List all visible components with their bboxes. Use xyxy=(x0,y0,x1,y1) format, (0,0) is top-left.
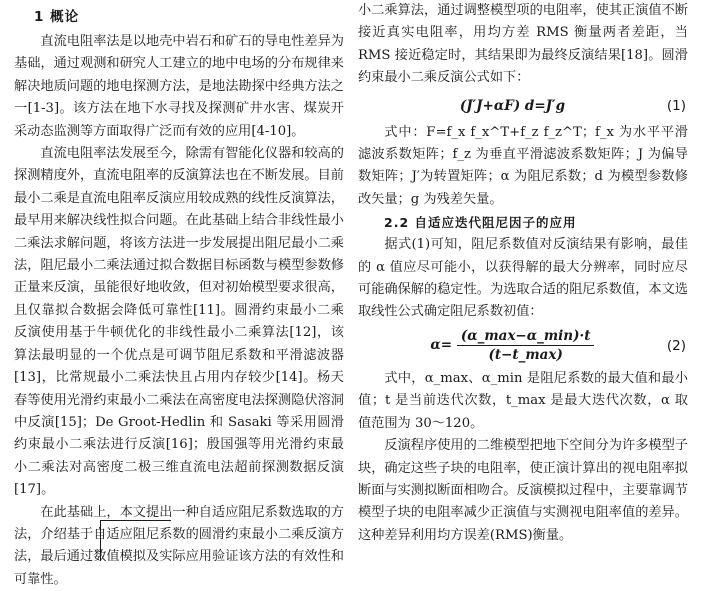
intro-paragraph-3: 在此基础上，本文提出一种自适应阻尼系数选取的方法，介绍基于自适应阻尼系数的圆滑约束最小二乘反演方法，最后通过数值模拟及实际应用验证该方法的有效性和可靠性。 xyxy=(14,504,344,587)
equation-1-expression: (J′J+αF) d=J′g xyxy=(459,97,566,114)
intro-paragraph-2: 直流电阻率法发展至今，除需有智能化仪器和较高的探测精度外，直流电阻率的反演算法也在不断发展。目前最小二乘是直流电阻率反演应用较成熟的线性反演算法，最早用来解决线性拟合问题。在此基础上结合非线性最小二乘法求解问题，将该方法进一步发展提出阻尼最小二乘法，阻尼最小二乘法通过拟合数据目标函数与模型参数修正量来反演，虽能很好地收敛，但对初始模型要求很高，且仅靠拟合数据会降低可靠性[11]。圆滑约束最小二乘反演使用基于牛顿优化的非线性最小二乘算法[12]，该算法最明显的一个优点是可调节阻尼系数和平滑滤波器[13]，比常规最小二乘法快且占用内存较少[14]。杨天春等使用光滑约束最小二乘法在高密度电法探测隐伏溶洞中反演[15]；De Groot-Hedlin 和 Sasaki 等采用圆滑约束最小二乘法进行反演[16]；殷国强等用光滑约束最小二乘法对高密度二极三维直流电法超前探测数据反演[17]。 xyxy=(14,146,344,498)
equation-2-denominator: (t−t_max) xyxy=(488,347,563,364)
method-paragraph: 小二乘算法，通过调整模型项的电阻率，使其正演值不断接近真实电阻率，用均方差 RMS 衡量两者差距，当 RMS 接近稳定时，其结果即为最终反演结果[18]。圆滑约束最小二乘反演公式如下： xyxy=(358,3,688,86)
equation-2 xyxy=(358,324,688,368)
equation-1-definitions: 式中：F=f_x f_x^T+f_z f_z^T；f_x 为水平平滑滤波系数矩阵；f_z 为垂直平滑滤波系数矩阵；J 为偏导数矩阵；J′为转置矩阵；α 为阻尼系数；d 为模型参数修改矢量；g 为残差矢量。 xyxy=(358,124,688,207)
equation-1-number: (1) xyxy=(666,97,686,114)
equation-2-fraction xyxy=(457,328,595,363)
section-heading: 1 概论 xyxy=(34,9,80,25)
equation-2-lhs: α= xyxy=(430,337,453,354)
right-column xyxy=(358,0,688,547)
rms-formula-fragment xyxy=(100,520,171,561)
equation-2-number: (2) xyxy=(666,337,686,354)
left-column xyxy=(14,0,344,591)
equation-2-definitions: 式中，α_max、α_min 是阻尼系数的最大值和最小值；t 是当前迭代次数，t_max 是最大迭代次数，α 取值范围为 30～120。 xyxy=(358,370,688,431)
equation-1 xyxy=(358,90,688,122)
subsection-heading: 2.2 自适应迭代阻尼因子的应用 xyxy=(384,215,577,231)
intro-paragraph-1: 直流电阻率法是以地壳中岩石和矿石的导电性差异为基础，通过观测和研究人工建立的地中电场的分布规律来解决地质问题的地电探测方法，是地法勘探中经典方法之一[1-3]。该方法在地下水寻找及探测矿井水害、煤炭开采动态监测等方面取得广泛而有效的应用[4-10]。 xyxy=(14,34,344,139)
mesh-paragraph: 反演程序使用的二维模型把地下空间分为许多模型子块，确定这些子块的电阻率，使正演计算出的视电阻率拟断面与实测拟断面相吻合。反演模拟过程中，主要靠调节模型子块的电阻率减少正演值与实测视电阻率值的差异。这种差异利用均方误差(RMS)衡量。 xyxy=(358,438,688,543)
equation-2-numerator: (α_max−α_min)·t xyxy=(457,328,595,346)
damping-paragraph: 据式(1)可知，阻尼系数值对反演结果有影响，最佳的 α 值应尽可能小，以获得解的最大分辨率，同时应尽可能确保解的稳定性。为选取合适的阻尼系数值，本文选取线性公式确定阻尼系数初值： xyxy=(358,237,688,320)
